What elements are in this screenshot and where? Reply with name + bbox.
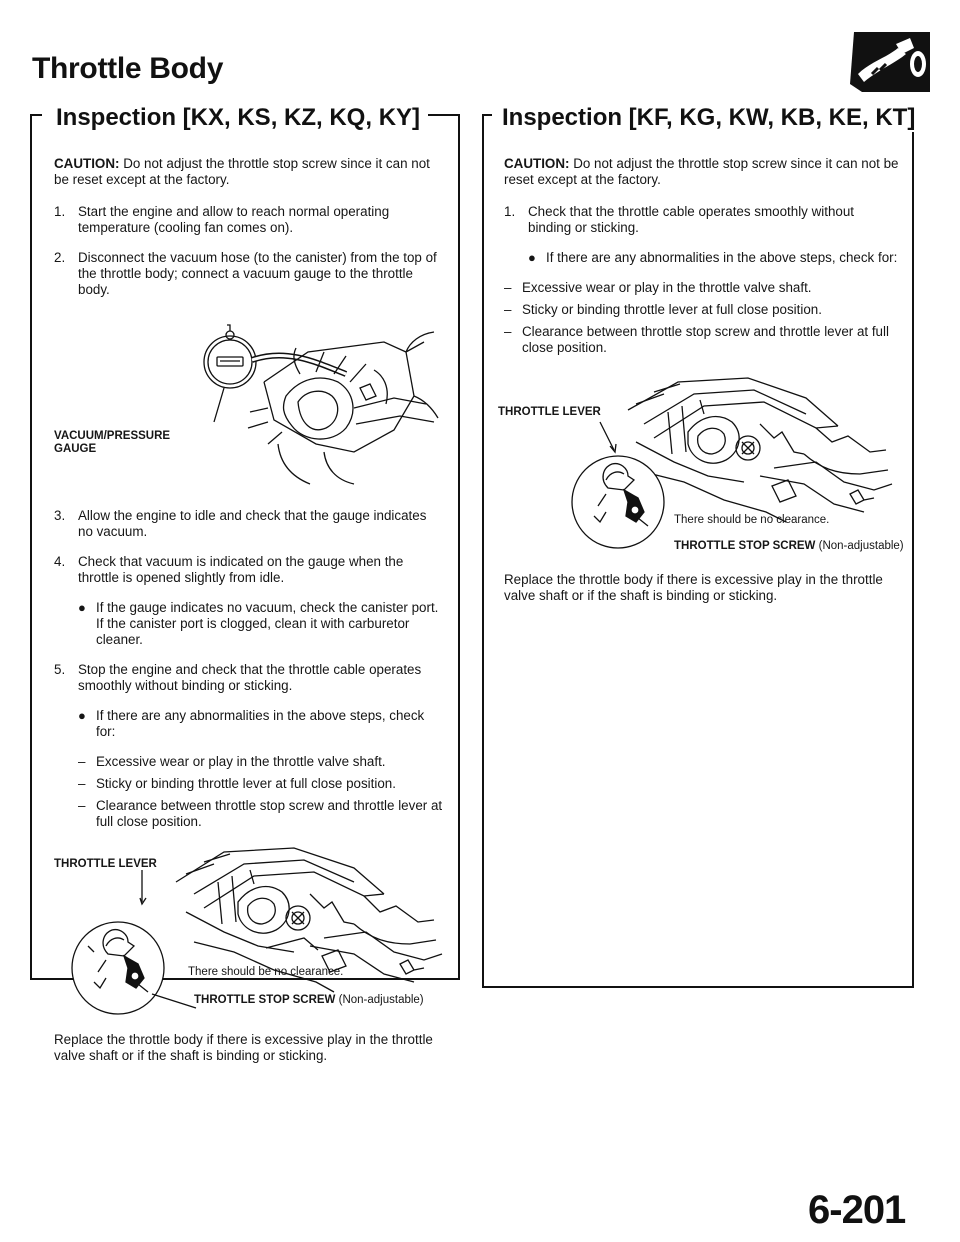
throttle-stop-screw-text: THROTTLE STOP SCREW	[194, 994, 336, 1006]
step-text: Disconnect the vacuum hose (to the canister) from the top of the throttle body; connect a vacuum gauge to the throttle body.	[78, 250, 437, 297]
non-adjustable-note: (Non-adjustable)	[818, 540, 904, 552]
check-item	[504, 280, 900, 296]
caution-note	[504, 156, 900, 188]
throttle-stop-screw-text: THROTTLE STOP SCREW	[674, 540, 816, 552]
step-text: Stop the engine and check that the throttle cable operates smoothly without binding or sticking.	[78, 662, 422, 693]
step-2	[54, 250, 444, 298]
step-text: Check that the throttle cable operates smoothly without binding or sticking.	[528, 204, 855, 235]
bullet-dot-icon: ●	[78, 708, 86, 723]
throttle-lever-label: THROTTLE LEVER	[54, 858, 157, 870]
caution-label: CAUTION:	[54, 156, 120, 171]
check-text: Sticky or binding throttle lever at full close position.	[522, 302, 822, 317]
left-column	[30, 100, 460, 1063]
clearance-note	[188, 966, 343, 979]
throttle-body-icon	[848, 28, 932, 96]
dash-mark: –	[78, 798, 86, 813]
dash-mark: –	[504, 302, 512, 317]
caution-text: Do not adjust the throttle stop screw since it can not be reset except at the factory.	[504, 156, 899, 187]
dash-mark: –	[504, 324, 512, 339]
bullet-text: If the gauge indicates no vacuum, check the canister port. If the canister port is clogged, clean it with carburetor cleaner.	[96, 600, 439, 647]
throttle-lever-illustration	[498, 370, 894, 560]
canister-bullet	[78, 600, 444, 648]
page-number: 6-201	[808, 1188, 906, 1232]
right-section-heading: Inspection [KF, KG, KW, KB, KE, KT]	[498, 104, 919, 132]
check-item	[504, 324, 900, 356]
step-4	[54, 554, 444, 586]
step-number: 5.	[54, 662, 66, 677]
page-title: Throttle Body	[32, 52, 224, 85]
step-number: 3.	[54, 508, 66, 523]
check-item	[78, 776, 444, 792]
caution-label: CAUTION:	[504, 156, 570, 171]
step-3	[54, 508, 444, 540]
left-content	[54, 156, 444, 1078]
step-text: Check that vacuum is indicated on the gauge when the throttle is opened slightly from idle.	[78, 554, 404, 585]
check-item	[78, 798, 444, 830]
throttle-stop-screw-label	[674, 540, 904, 553]
check-text: Sticky or binding throttle lever at full close position.	[96, 776, 396, 791]
throttle-lever-figure	[54, 842, 444, 1020]
step-number: 1.	[504, 204, 516, 219]
bullet-dot-icon: ●	[78, 600, 86, 615]
abnormal-bullet	[528, 250, 900, 266]
throttle-stop-screw-label	[194, 994, 424, 1007]
check-item	[504, 302, 900, 318]
clearance-note	[674, 514, 829, 527]
check-text: Clearance between throttle stop screw and throttle lever at full close position.	[96, 798, 443, 829]
bullet-text: If there are any abnormalities in the above steps, check for:	[546, 250, 898, 265]
dash-mark: –	[78, 776, 86, 791]
step-number: 4.	[54, 554, 66, 569]
check-text: Excessive wear or play in the throttle valve shaft.	[96, 754, 386, 769]
vacuum-gauge-label: VACUUM/PRESSURE	[54, 430, 171, 442]
throttle-lever-figure	[498, 370, 904, 560]
dash-mark: –	[504, 280, 512, 295]
bullet-dot-icon: ●	[528, 250, 536, 265]
dash-mark: –	[78, 754, 86, 769]
clearance-note-text: There should be no clearance.	[188, 966, 344, 978]
vacuum-gauge-label-2: GAUGE	[54, 443, 97, 455]
bullet-text: If there are any abnormalities in the above steps, check for:	[96, 708, 425, 739]
step-number: 2.	[54, 250, 66, 265]
check-item	[78, 754, 444, 770]
step-number: 1.	[54, 204, 66, 219]
throttle-lever-label: THROTTLE LEVER	[498, 406, 601, 418]
step-5	[54, 662, 444, 694]
step-1	[54, 204, 444, 236]
caution-text: Do not adjust the throttle stop screw since it can not be reset except at the factory.	[54, 156, 430, 187]
vacuum-gauge-figure	[54, 312, 444, 496]
step-text: Start the engine and allow to reach normal operating temperature (cooling fan comes on).	[78, 204, 390, 235]
step-text: Allow the engine to idle and check that the gauge indicates no vacuum.	[78, 508, 427, 539]
left-section-heading: Inspection [KX, KS, KZ, KQ, KY]	[52, 104, 424, 132]
replace-instruction: Replace the throttle body if there is excessive play in the throttle valve shaft or if the shaft is binding or sticking.	[54, 1032, 433, 1063]
right-content	[498, 156, 904, 618]
step-1	[504, 204, 900, 236]
non-adjustable-note: (Non-adjustable)	[338, 994, 424, 1006]
check-text: Excessive wear or play in the throttle valve shaft.	[522, 280, 812, 295]
clearance-note-text: There should be no clearance.	[674, 514, 830, 526]
check-text: Clearance between throttle stop screw and throttle lever at full close position.	[522, 324, 889, 355]
right-column	[482, 100, 914, 990]
replace-instruction: Replace the throttle body if there is excessive play in the throttle valve shaft or if the shaft is binding or sticking.	[504, 572, 883, 603]
caution-note	[54, 156, 444, 188]
vacuum-gauge-illustration	[54, 312, 444, 496]
abnormal-bullet	[78, 708, 444, 740]
